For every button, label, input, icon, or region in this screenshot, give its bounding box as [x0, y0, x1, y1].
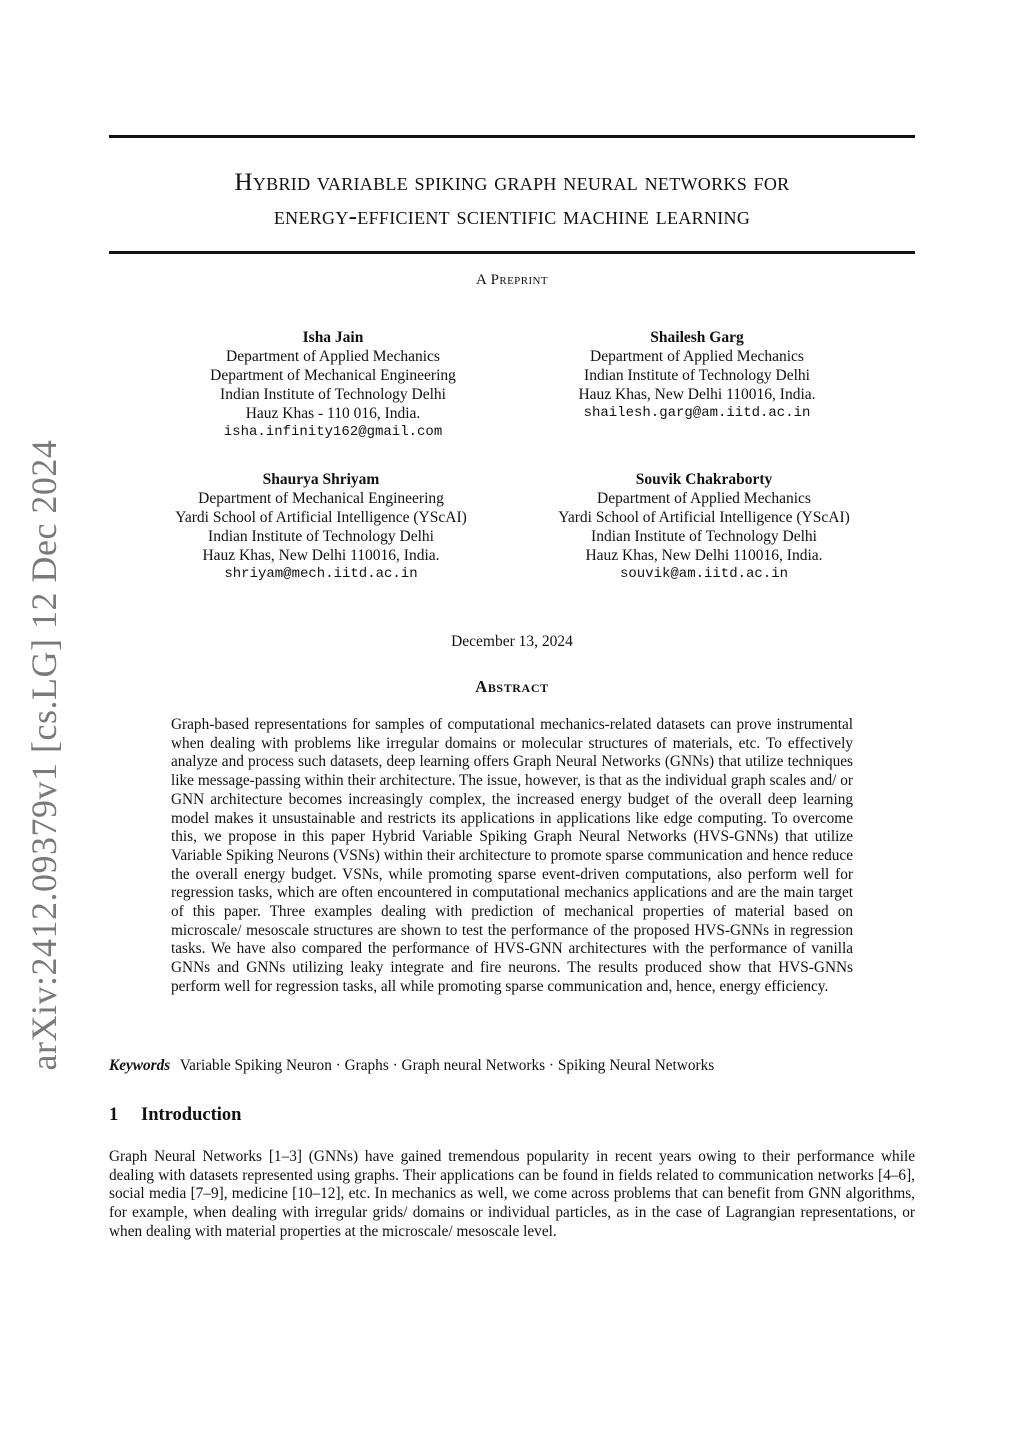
paper-title — [109, 166, 915, 234]
author-address: Hauz Khas, New Delhi 110016, India. — [585, 547, 823, 564]
author-email[interactable]: shriyam@mech.iitd.ac.in — [224, 566, 418, 582]
title-top-rule — [109, 135, 915, 138]
author-affiliation: Department of Mechanical Engineering — [210, 367, 456, 384]
introduction-paragraph: Graph Neural Networks [1–3] (GNNs) have gained tremendous popularity in recent years owing to their performance while dealing with datasets represented using graphs. Their applications can be found in fields related to communication networks [4–6], social media [7–9], medicine [10–12], etc. In mechanics as well, we come across problems that can benefit from GNN algorithms, for example, when dealing with irregular grids/ domains or individual particles, as in the case of Lagrangian representations, or when dealing with material properties at the microscale/ mesoscale level. — [109, 1148, 915, 1240]
author-address: Hauz Khas, New Delhi 110016, India. — [202, 547, 440, 564]
author-affiliation: Department of Applied Mechanics — [597, 490, 811, 507]
section-title: Introduction — [141, 1105, 242, 1125]
author-email[interactable]: shailesh.garg@am.iitd.ac.in — [583, 405, 811, 421]
author-affiliation: Indian Institute of Technology Delhi — [220, 386, 446, 403]
section-heading-introduction — [109, 1105, 915, 1126]
section-number: 1 — [109, 1105, 119, 1125]
keywords-list: Variable Spiking Neuron · Graphs · Graph neural Networks · Spiking Neural Networks — [179, 1057, 715, 1074]
author-email[interactable]: isha.infinity162@gmail.com — [223, 424, 443, 440]
author-affiliation: Indian Institute of Technology Delhi — [208, 528, 434, 545]
paper-date: December 13, 2024 — [451, 633, 573, 650]
author-name: Shaurya Shriyam — [262, 471, 380, 488]
author-block-2 — [497, 328, 897, 423]
author-affiliation: Yardi School of Artificial Intelligence (YScAI) — [175, 509, 467, 526]
keywords-label: Keywords — [109, 1057, 171, 1074]
title-line-1: Hybrid variable spiking graph neural networks for — [234, 169, 790, 196]
author-block-1 — [133, 328, 533, 442]
preprint-label: A Preprint — [476, 272, 548, 288]
title-bottom-rule — [109, 251, 915, 254]
author-block-3 — [121, 470, 521, 584]
author-affiliation: Yardi School of Artificial Intelligence (YScAI) — [558, 509, 850, 526]
author-affiliation: Department of Applied Mechanics — [226, 348, 440, 365]
arxiv-identifier-stamp[interactable]: arXiv:2412.09379v1 [cs.LG] 12 Dec 2024 — [24, 439, 64, 1071]
author-affiliation: Department of Applied Mechanics — [590, 348, 804, 365]
author-name: Shailesh Garg — [650, 329, 744, 346]
author-affiliation: Indian Institute of Technology Delhi — [591, 528, 817, 545]
author-email[interactable]: souvik@am.iitd.ac.in — [619, 566, 789, 582]
abstract-heading: Abstract — [475, 677, 549, 696]
title-line-2: energy-efficient scientific machine learning — [273, 203, 751, 230]
author-address: Hauz Khas - 110 016, India. — [245, 405, 421, 422]
author-name: Isha Jain — [302, 329, 364, 346]
abstract-text: Graph-based representations for samples of computational mechanics-related datasets can prove instrumental when dealing with problems like irregular domains or molecular structures of materials, etc. To effectively analyze and process such datasets, deep learning offers Graph Neural Networks (GNNs) that utilize techniques like message-passing within their architecture. The issue, however, is that as the individual graph scales and/ or GNN architecture becomes increasingly complex, the increased energy budget of the overall deep learning model makes it unsustainable and restricts its applications in applications like edge computing. To overcome this, we propose in this paper Hybrid Variable Spiking Graph Neural Networks (HVS-GNNs) that utilize Variable Spiking Neurons (VSNs) within their architecture to promote sparse communication and hence reduce the overall energy budget. VSNs, while promoting sparse event-driven computations, also perform well for regression tasks, which are often encountered in computational mechanics applications and are the main target of this paper. Three examples dealing with prediction of mechanical properties of material based on microscale/ mesoscale structures are shown to test the performance of the proposed HVS-GNNs in regression tasks. We have also compared the performance of HVS-GNN architectures with the performance of vanilla GNNs and GNNs utilizing leaky integrate and fire neurons. The results produced show that HVS-GNNs perform well for regression tasks, all while promoting sparse communication and, hence, energy efficiency. — [171, 716, 853, 995]
author-affiliation: Department of Mechanical Engineering — [198, 490, 444, 507]
author-address: Hauz Khas, New Delhi 110016, India. — [578, 386, 816, 403]
author-affiliation: Indian Institute of Technology Delhi — [584, 367, 810, 384]
author-block-4 — [504, 470, 904, 584]
keywords-line — [109, 1057, 915, 1075]
author-name: Souvik Chakraborty — [635, 471, 773, 488]
